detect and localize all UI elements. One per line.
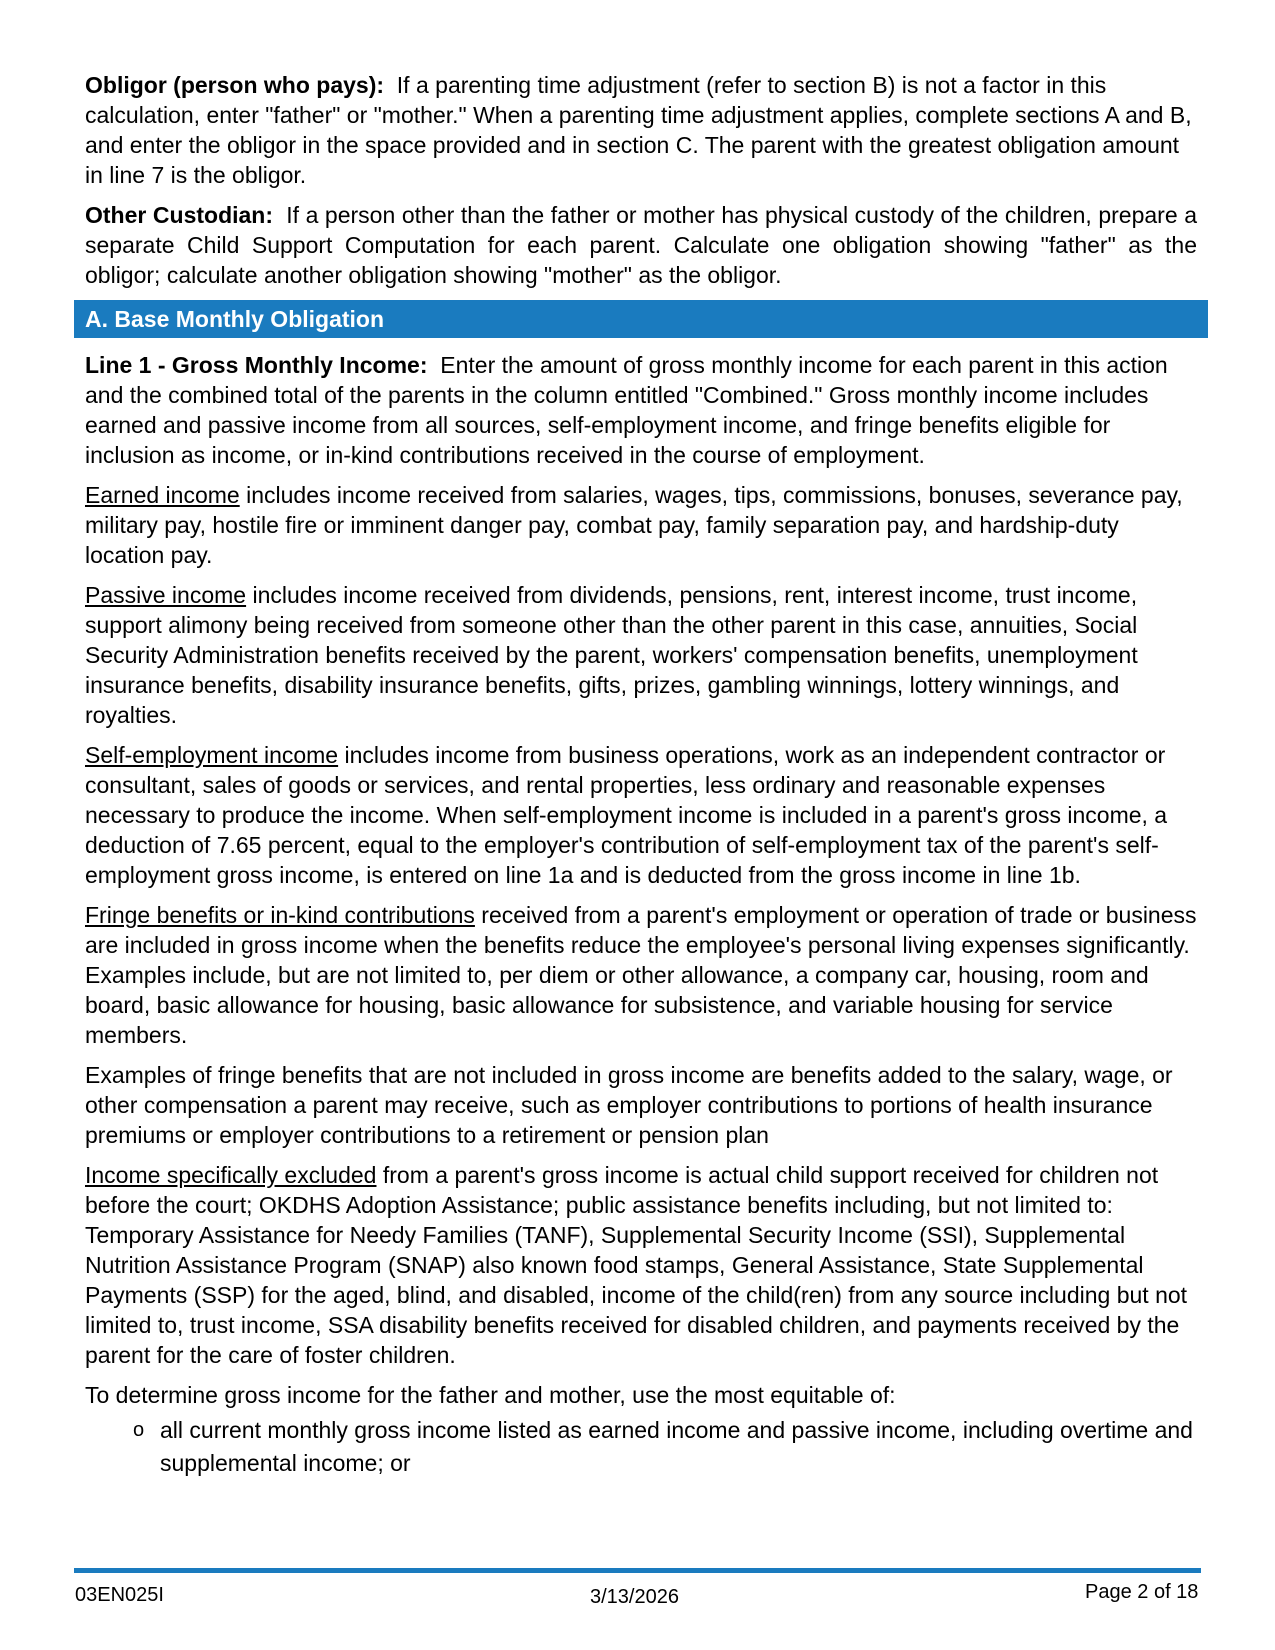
earned-income-paragraph [85, 480, 1197, 570]
fringe-benefits-paragraph [85, 900, 1197, 1050]
self-employment-term: Self-employment income [85, 742, 339, 768]
fringe-benefits-text: received from a parent's employment or operation of trade or business are included in gross income when the benefits reduce the employee's personal living expenses significantly. Examples include, but are not limited to, per diem or other allowance, a company car, housing, room and board, basic allowance for housing, basic allowance for subsistence, and variable housing for service members. [85, 902, 1197, 1048]
other-custodian-heading: Other Custodian: [85, 202, 274, 228]
list-item-text: all current monthly gross income listed as earned income and passive income, including overtime and supplemental income; or [160, 1417, 1193, 1476]
passive-income-term: Passive income [85, 582, 247, 608]
fringe-examples-paragraph: Examples of fringe benefits that are not included in gross income are benefits added to the salary, wage, or other compensation a parent may receive, such as employer contributions to portions of health insurance premiums or employer contributions to a retirement or pension plan [85, 1062, 1173, 1148]
line1-paragraph [85, 350, 1197, 470]
passive-income-text: includes income received from dividends, pensions, rent, interest income, trust income, support alimony being received from someone other than the other parent in this case, annuities, Social Security Administration benefits received by the parent, workers' compensation benefits, unemployment insurance benefits, disability insurance benefits, gifts, prizes, gambling winnings, lottery winnings, and royalties. [85, 582, 1138, 728]
self-employment-text: includes income from business operations, work as an independent contractor or consultant, sales of goods or services, and rental properties, less ordinary and reasonable expenses necessary to produce the income. When self-employment income is included in a parent's gross income, a deduction of 7.65 percent, equal to the employer's contribution of self-employment tax of the parent's self-employment gross income, is entered on line 1a and is deducted from the gross income in line 1b. [85, 742, 1168, 888]
excluded-income-text: from a parent's gross income is actual child support received for children not before the court; OKDHS Adoption Assistance; public assistance benefits including, but not limited to: Temporary Assistance for Needy Families (TANF), Supplemental Security Income (SSI), Supplemental Nutrition Assistance Program (SNAP) also known food stamps, General Assistance, State Supplemental Payments (SSP) for the aged, blind, and disabled, income of the child(ren) from any source including but not limited to, trust income, SSA disability benefits received for disabled children, and payments received by the parent for the care of foster children. [85, 1162, 1188, 1368]
section-a-header: A. Base Monthly Obligation [74, 300, 1208, 338]
excluded-income-paragraph [85, 1160, 1197, 1370]
page-number: Page 2 of 18 [1085, 1581, 1199, 1603]
passive-income-paragraph [85, 580, 1197, 730]
other-custodian-text: If a person other than the father or mother has physical custody of the children, prepare a separate Child Support Computation for each parent. Calculate one obligation showing "father" as the obligor; calculate another obligation showing "mother" as the obligor. [85, 202, 1198, 288]
bullet-circle-icon: o [133, 1419, 145, 1441]
other-custodian-paragraph [85, 200, 1197, 290]
document-body [85, 70, 1197, 1480]
obligor-text: If a parenting time adjustment (refer to section B) is not a factor in this calculation, enter "father" or "mother." When a parenting time adjustment applies, complete sections A and B, and enter the obligor in the space provided and in section C. The parent with the greatest obligation amount in line 7 is the obligor. [85, 72, 1192, 188]
line1-heading: Line 1 - Gross Monthly Income: [85, 352, 428, 378]
line1-text: Enter the amount of gross monthly income for each parent in this action and the combined total of the parents in the column entitled "Combined." Gross monthly income includes earned and passive income from all sources, self-employment income, and fringe benefits eligible for inclusion as income, or in-kind contributions received in the course of employment. [85, 352, 1168, 468]
footer-divider [74, 1568, 1201, 1573]
determine-paragraph: To determine gross income for the father and mother, use the most equitable of: [85, 1382, 896, 1408]
earned-income-text: includes income received from salaries, wages, tips, commissions, bonuses, severance pay, military pay, hostile fire or imminent danger pay, combat pay, family separation pay, and hardship-duty location pay. [85, 482, 1183, 568]
excluded-income-term: Income specifically excluded [85, 1162, 377, 1188]
earned-income-term: Earned income [85, 482, 240, 508]
obligor-paragraph [85, 70, 1197, 190]
self-employment-paragraph [85, 740, 1197, 890]
list-item [85, 1414, 1197, 1480]
fringe-benefits-term: Fringe benefits or in-kind contributions [85, 902, 475, 928]
obligor-heading: Obligor (person who pays): [85, 72, 385, 98]
footer-date: 3/13/2026 [590, 1586, 679, 1608]
form-number: 03EN025I [75, 1584, 164, 1606]
